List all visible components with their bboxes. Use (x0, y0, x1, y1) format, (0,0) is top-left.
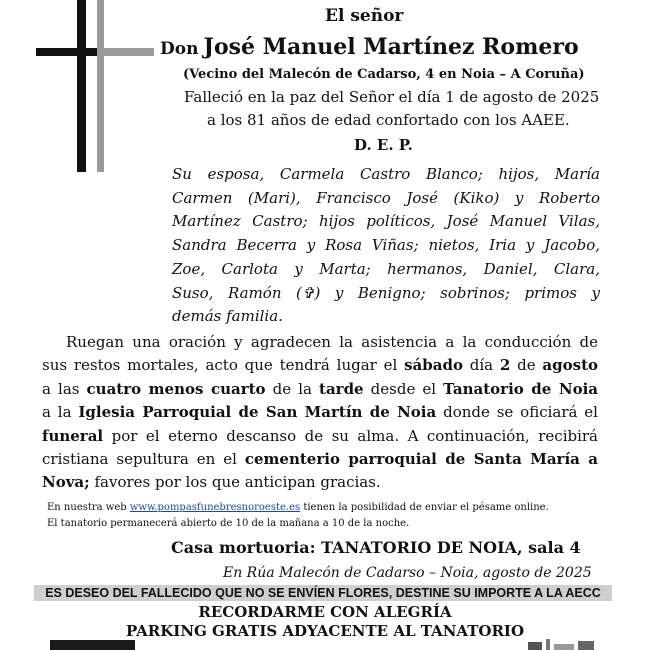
para-line: funeral por el eterno descanso de su alma. A continuación, recibirá (42, 426, 598, 445)
name-main: José Manuel Martínez Romero (203, 34, 579, 60)
name-prefix: Don (160, 39, 199, 59)
place-date: En Rúa Malecón de Cadarso – Noia, agosto de 2025 (223, 565, 592, 581)
cross-vertical-bar (77, 0, 86, 172)
family-line: Carmen (Mari), Francisco José (Kiko) y Roberto (172, 188, 600, 207)
funeral-home-logo (50, 640, 135, 650)
para-line: a las cuatro menos cuarto de la tarde desde el Tanatorio de Noia (42, 379, 599, 398)
hours-note: El tanatorio permanecerá abierto de 10 de la mañana a 10 de la noche. (47, 518, 410, 529)
family-line: Zoe, Carlota y Marta; hermanos, Daniel, Clara, (172, 259, 600, 278)
death-line-2: a los 81 años de edad confortado con los AAEE. (207, 111, 570, 129)
para-line: Ruegan una oración y agradecen la asistencia a la conducción de (66, 333, 598, 351)
para-line: a la Iglesia Parroquial de San Martín de Noia donde se oficiará el (42, 403, 598, 422)
cross-shadow-horizontal-bar (104, 48, 154, 56)
family-line: Sandra Becerra y Rosa Viñas; nietos, Iria y Jacobo, (172, 236, 600, 255)
website-link[interactable]: www.pompasfunebresnoroeste.es (129, 502, 301, 513)
family-line: demás familia. (172, 307, 283, 326)
family-line: Martínez Castro; hijos políticos, José Manuel Vilas, (172, 212, 600, 231)
residence: (Vecino del Malecón de Cadarso, 4 en Noia – A Coruña) (183, 67, 585, 82)
para-line: sus restos mortales, acto que tendrá lugar el sábado día 2 de agosto (42, 356, 598, 375)
no-flowers-banner: ES DESEO DEL FALLECIDO QUE NO SE ENVÍEN FLORES, DESTINE SU IMPORTE A LA AECC (34, 585, 612, 601)
dep: D. E. P. (354, 136, 413, 154)
footer-line-1: RECORDARME CON ALEGRÍA (198, 603, 452, 621)
footer-line-2: PARKING GRATIS ADYACENTE AL TANATORIO (125, 622, 525, 640)
death-line-1: Falleció en la paz del Señor el día 1 de agosto de 2025 (184, 88, 600, 106)
family-list (172, 163, 600, 329)
title: El señor (325, 6, 404, 26)
deceased-name (160, 34, 579, 60)
family-line: Suso, Ramón (✞) y Benigno; sobrinos; primos y (172, 283, 600, 302)
partner-logo (528, 636, 598, 650)
cross-shadow-vertical-bar (97, 0, 104, 172)
para-line: cristiana sepultura en el cementerio parroquial de Santa María a (42, 450, 598, 469)
para-line: Nova; favores por los que anticipan gracias. (42, 473, 381, 492)
casa-mortuoria: Casa mortuoria: TANATORIO DE NOIA, sala 4 (171, 538, 581, 557)
family-line: Su esposa, Carmela Castro Blanco; hijos, María (172, 165, 600, 183)
web-note: En nuestra web www.pompasfunebresnoroeste.es tienen la posibilidad de enviar el pésame online. (47, 502, 549, 513)
ceremony-paragraph (42, 331, 598, 495)
